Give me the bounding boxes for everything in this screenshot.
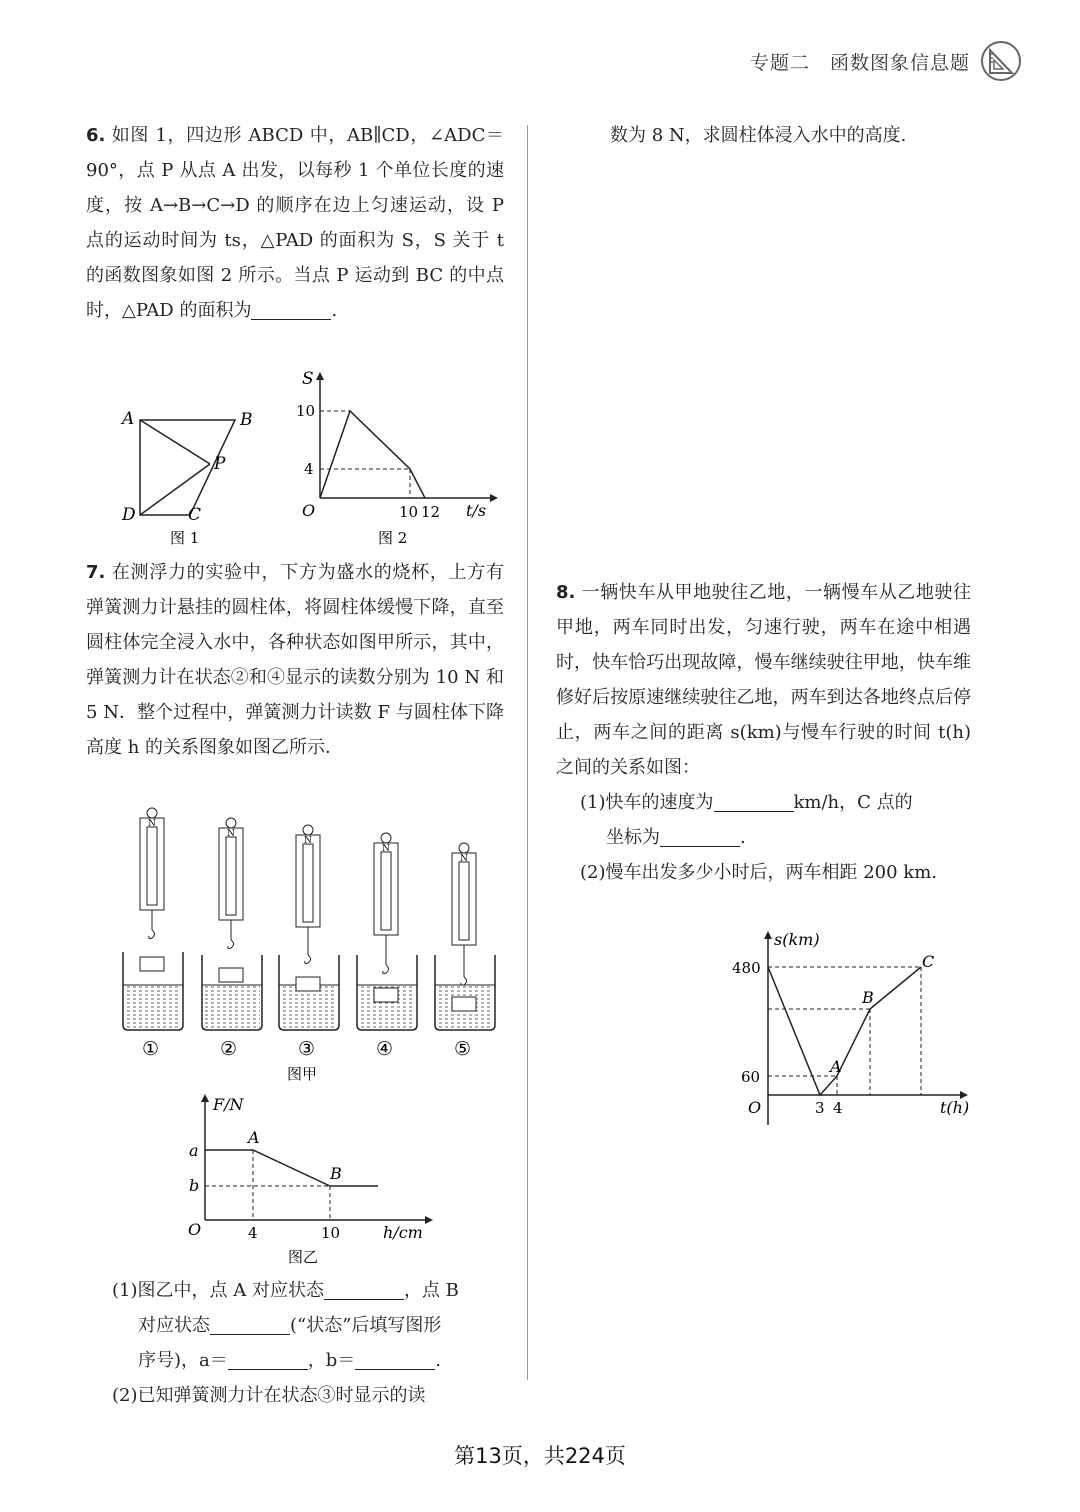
label-D: D xyxy=(122,505,136,525)
x-tick-10: 10 xyxy=(399,503,419,521)
q7-sub1-text-f: ，b＝ xyxy=(307,1350,356,1371)
question-7-block xyxy=(86,555,504,765)
chapter-title: 专题二 函数图象信息题 xyxy=(749,52,970,74)
question-8-text: 一辆快车从甲地驶往乙地，一辆慢车从乙地驶往甲地，两车同时出发，匀速行驶，两车在途中相遇时，快车恰巧出现故障，慢车继续驶往甲地，快车维修好后按原速继续驶往乙地，两车到达各地终点后停止，两车之间的距离 s(km)与慢车行驶的时间 t(h)之间的关系如图： xyxy=(556,582,971,778)
y-tick-60: 60 xyxy=(741,1068,761,1086)
figure-yi-graph xyxy=(180,1090,450,1270)
question-7-text: 在测浮力的实验中，下方为盛水的烧杯，上方有弹簧测力计悬挂的圆柱体，将圆柱体缓慢下降，直至圆柱体完全浸入水中，各种状态如图甲所示，其中，弹簧测力计在状态②和④显示的读数分别为 10 N 和 5 N．整个过程中，弹簧测力计读数 F 与圆柱体下降高度 h 的关系图象如图乙所示． xyxy=(86,562,504,758)
x-axis-label: h/cm xyxy=(383,1223,423,1242)
question-6 xyxy=(86,118,504,328)
state-2-apparatus xyxy=(202,818,262,1030)
x-tick-4: 4 xyxy=(248,1224,258,1242)
x-tick-12: 12 xyxy=(421,503,441,521)
question-8-number: 8. xyxy=(556,582,576,603)
question-7-sub1 xyxy=(112,1273,504,1378)
question-6-text: 如图 1，四边形 ABCD 中，AB∥CD，∠ADC＝90°，点 P 从点 A 出发，以每秒 1 个单位长度的速度，按 A→B→C→D 的顺序在边上匀速运动，设 P 点的运动时间为 ts，△PAD 的面积为 S，S 关于 t 的函数图象如图 2 所示。当点 P 运动到 BC 的中点时，△PAD 的面积为 xyxy=(86,125,504,321)
figure-2-caption: 图 2 xyxy=(378,529,408,547)
q7-sub1-text-c: 对应状态 xyxy=(138,1315,210,1336)
question-7-sub2 xyxy=(112,1378,504,1413)
label-B: B xyxy=(240,410,253,430)
y-tick-480: 480 xyxy=(732,959,761,977)
origin-label: O xyxy=(188,1220,202,1239)
question-8-sub2 xyxy=(556,855,971,890)
origin-label: O xyxy=(748,1098,762,1117)
q8-sub1-text-a: (1)快车的速度为 xyxy=(580,792,714,813)
column-divider xyxy=(527,125,528,1380)
question-7-subquestions xyxy=(112,1273,504,1413)
x-tick-3: 3 xyxy=(815,1099,825,1117)
label-C: C xyxy=(188,505,202,525)
y-tick-b: b xyxy=(189,1176,200,1195)
question-6-number: 6. xyxy=(86,125,106,146)
point-C: C xyxy=(922,952,935,971)
state-label-2: ② xyxy=(220,1038,238,1060)
figure-1-quadrilateral xyxy=(110,400,280,550)
state-3-apparatus xyxy=(279,825,339,1030)
x-axis-label: t(h) xyxy=(940,1098,970,1117)
figure-yi-caption: 图乙 xyxy=(288,1248,319,1266)
answer-blank[interactable] xyxy=(251,301,331,320)
figure-2-graph xyxy=(290,368,505,550)
point-A: A xyxy=(830,1057,842,1076)
y-axis-label: S xyxy=(302,369,314,389)
x-tick-10: 10 xyxy=(321,1224,341,1242)
right-column xyxy=(556,118,971,153)
q7-sub1-text-d: (“状态”后填写图形 xyxy=(290,1315,442,1336)
state-label-4: ④ xyxy=(376,1038,394,1060)
q8-sub2-text: (2)慢车出发多少小时后，两车相距 200 km. xyxy=(580,862,937,883)
y-axis-label: s(km) xyxy=(774,930,820,949)
page-indicator: 第13页，共224页 xyxy=(454,1444,626,1468)
figure-jia-experiment xyxy=(115,805,500,1085)
y-tick-4: 4 xyxy=(304,460,314,478)
spring-n-label-4: N xyxy=(382,844,390,854)
answer-blank[interactable] xyxy=(660,828,740,847)
q7-sub2-text-a: (2)已知弹簧测力计在状态③时显示的读 xyxy=(112,1385,426,1406)
x-axis-label: t/s xyxy=(466,501,487,520)
q8-sub1-text-c: 坐标为 xyxy=(606,827,660,848)
left-column xyxy=(86,118,504,328)
question-8-graph xyxy=(730,925,980,1130)
answer-blank[interactable] xyxy=(355,1351,435,1370)
spring-n-label-1: N xyxy=(148,819,156,829)
spring-n-label-3: N xyxy=(304,836,312,846)
figure-jia-caption: 图甲 xyxy=(287,1065,318,1083)
spring-n-label-5: N xyxy=(460,854,468,864)
q7-sub2-text-b: 数为 8 N，求圆柱体浸入水中的高度. xyxy=(610,125,907,146)
state-4-apparatus xyxy=(357,833,417,1030)
q7-sub1-text-b: ，点 B xyxy=(403,1280,459,1301)
y-tick-a: a xyxy=(189,1141,199,1160)
question-7-number: 7. xyxy=(86,562,106,583)
question-7-sub2-continued xyxy=(556,118,971,153)
ruler-triangle-logo-icon xyxy=(980,40,1022,82)
state-label-3: ③ xyxy=(298,1038,316,1060)
question-8 xyxy=(556,575,971,785)
figure-1-caption: 图 1 xyxy=(170,529,200,547)
origin-label: O xyxy=(302,501,316,520)
state-label-1: ① xyxy=(142,1038,160,1060)
point-A: A xyxy=(248,1128,260,1147)
question-6-end: . xyxy=(331,300,338,321)
state-1-apparatus xyxy=(123,808,183,1030)
question-7 xyxy=(86,555,504,765)
question-8-block xyxy=(556,575,971,890)
q7-sub1-text-e: 序号)，a＝ xyxy=(138,1350,228,1371)
label-P: P xyxy=(214,454,226,474)
answer-blank[interactable] xyxy=(210,1316,290,1335)
q7-sub1-text-g: . xyxy=(435,1350,442,1371)
q8-sub1-text-b: km/h，C 点的 xyxy=(793,792,913,813)
answer-blank[interactable] xyxy=(228,1351,308,1370)
spring-n-label-2: N xyxy=(227,829,235,839)
answer-blank[interactable] xyxy=(324,1281,404,1300)
state-label-5: ⑤ xyxy=(454,1038,472,1060)
q8-sub1-text-d: . xyxy=(740,827,746,848)
point-B: B xyxy=(862,988,874,1007)
label-A: A xyxy=(122,409,135,429)
x-tick-4: 4 xyxy=(833,1099,843,1117)
y-axis-label: F/N xyxy=(213,1095,244,1114)
y-tick-10: 10 xyxy=(296,402,316,420)
q7-sub1-text-a: (1)图乙中，点 A 对应状态 xyxy=(112,1280,324,1301)
point-B: B xyxy=(330,1164,342,1183)
state-5-apparatus xyxy=(435,843,495,1030)
answer-blank[interactable] xyxy=(714,793,794,812)
question-8-sub1 xyxy=(556,785,971,855)
